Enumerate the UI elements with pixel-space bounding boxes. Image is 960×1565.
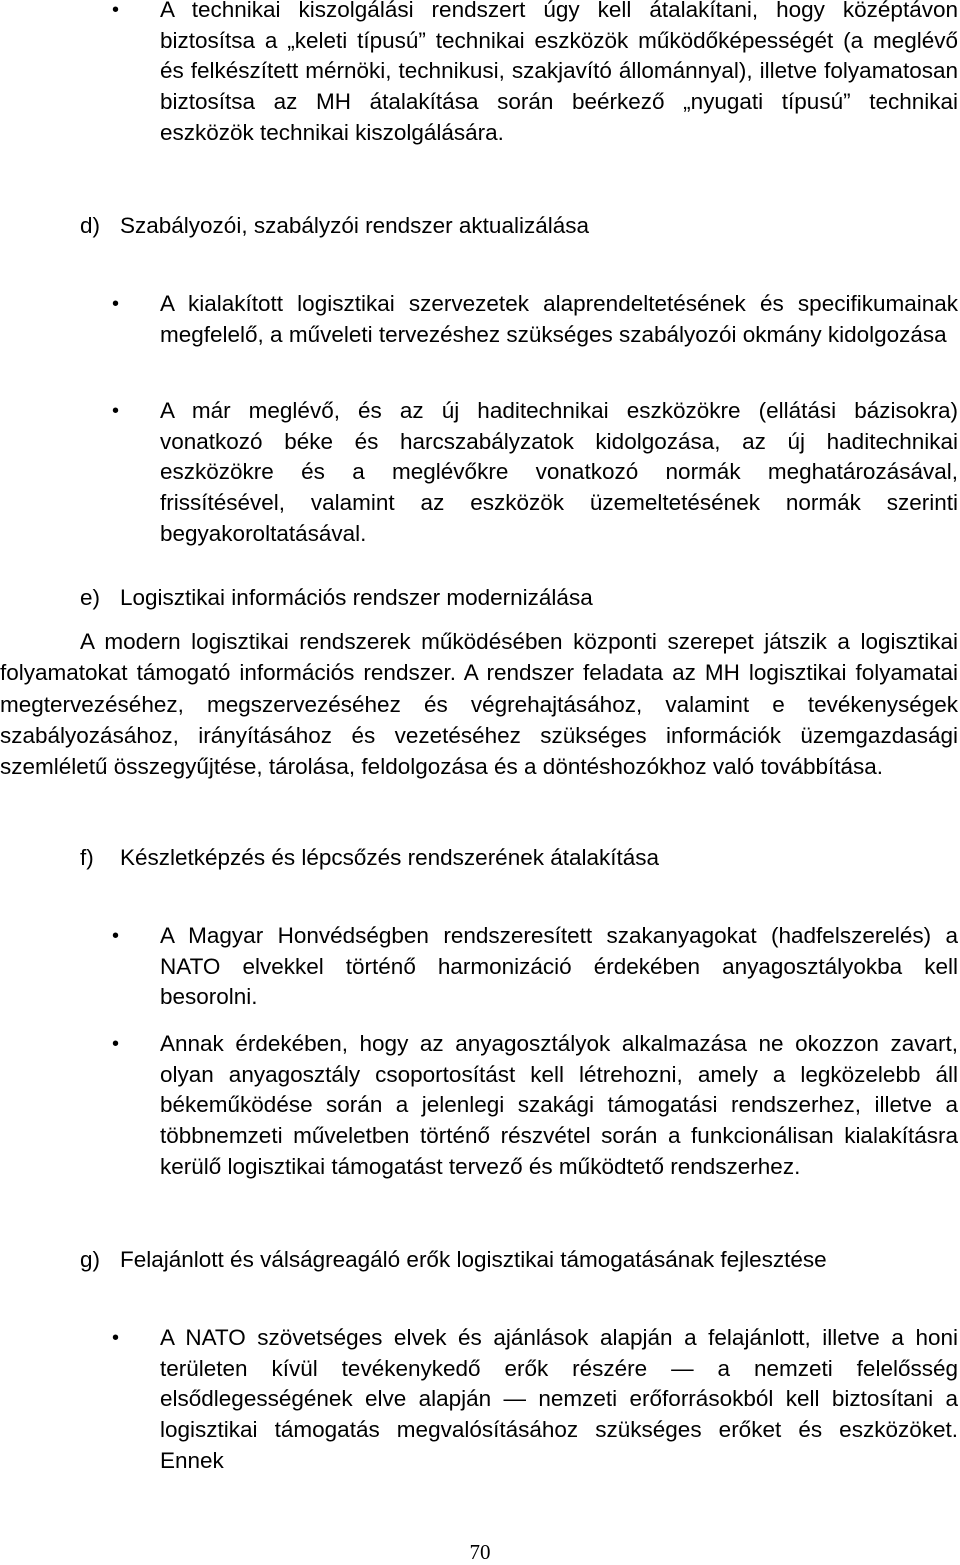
section-label: f)	[80, 845, 94, 870]
bullet-text: Annak érdekében, hogy az anyagosztályok alkalmazása ne okozzon zavart, olyan anyagosztály csoportosítást kell létrehozni, amely a legközelebb áll békeműködése során a jelenlegi szakági támogatási rendszerhez, illetve a többnemzeti műveletben történő részvétel során a funkcionálisan kialakításra kerülő logisztikai támogatást tervező és működtető rendszerhez.	[160, 1031, 958, 1179]
bullet-glyph: •	[112, 400, 120, 422]
section-title: Készletképzés és lépcsőzés rendszerének átalakítása	[120, 845, 660, 870]
section-label: e)	[80, 585, 101, 610]
bullet-text: A NATO szövetséges elvek és ajánlások alapján a felajánlott, illetve a honi területen kívül tevékenykedő erők részére — a nemzeti felelősség elsődlegességének elve alapján — nemzeti erőforrásokból kell biztosítani a logisztikai támogatás megvalósításához szükséges erőket és eszközöket. Ennek	[160, 1325, 958, 1473]
section-label: g)	[80, 1247, 101, 1272]
bullet-glyph: •	[112, 0, 120, 21]
bullet-item-nato-support	[112, 1323, 958, 1477]
bullet-item-material-classes	[112, 921, 958, 1013]
bullet-text: A technikai kiszolgálási rendszert úgy kell átalakítani, hogy középtávon biztosítsa a „keleti típusú” technikai eszközök működőképességét (a meglévő és felkészített mérnöki, technikusi, szakjavító állománnyal), illetve folyamatosan biztosítsa az MH átalakítása során beérkező „nyugati típusú” technikai eszközök technikai kiszolgálására.	[160, 0, 958, 145]
section-title: Szabályozói, szabályzói rendszer aktualizálása	[120, 213, 589, 238]
section-heading-d	[80, 211, 958, 242]
paragraph-information-system: A modern logisztikai rendszerek működésében központi szerepet játszik a logisztikai folyamatokat támogató információs rendszer. A rendszer feladata az MH logisztikai folyamatai megtervezéséhez, megszervezéséhez és végrehajtásához, valamint e tevékenységek szabályozásához, irányításához és vezetéséhez szükséges információk üzemgazdasági szemléletű összegyűjtése, tárolása, feldolgozása és a döntéshozókhoz való továbbítása.	[0, 629, 958, 780]
section-heading-f	[80, 843, 958, 874]
section-label: d)	[80, 213, 101, 238]
bullet-item-technical-service	[112, 0, 958, 149]
page-number: 70	[469, 1540, 491, 1564]
bullet-item-regulations	[112, 396, 958, 550]
bullet-glyph: •	[112, 1033, 120, 1055]
section-heading-g	[80, 1245, 958, 1276]
bullet-glyph: •	[112, 925, 120, 947]
bullet-text: A Magyar Honvédségben rendszeresített szakanyagokat (hadfelszerelés) a NATO elvekkel történő harmonizáció érdekében anyagosztályokba kell besorolni.	[160, 923, 958, 1010]
section-heading-e	[80, 583, 958, 614]
section-title: Felajánlott és válságreagáló erők logisztikai támogatásának fejlesztése	[120, 1247, 827, 1272]
bullet-glyph: •	[112, 293, 120, 315]
bullet-item-regulatory-document	[112, 289, 958, 350]
bullet-glyph: •	[112, 1327, 120, 1349]
section-title: Logisztikai információs rendszer modernizálása	[120, 585, 593, 610]
bullet-text: A kialakított logisztikai szervezetek alaprendeltetésének és specifikumainak megfelelő, a műveleti tervezéshez szükséges szabályozói okmány kidolgozása	[160, 291, 958, 347]
bullet-text: A már meglévő, és az új haditechnikai eszközökre (ellátási bázisokra) vonatkozó béke és harcszabályzatok kidolgozása, az új haditechnikai eszközökre és a meglévőkre vonatkozó normák meghatározásával, frissítésével, valamint az eszközök üzemeltetésének normák szerinti begyakoroltatásával.	[160, 398, 958, 546]
bullet-item-class-grouping	[112, 1029, 958, 1183]
